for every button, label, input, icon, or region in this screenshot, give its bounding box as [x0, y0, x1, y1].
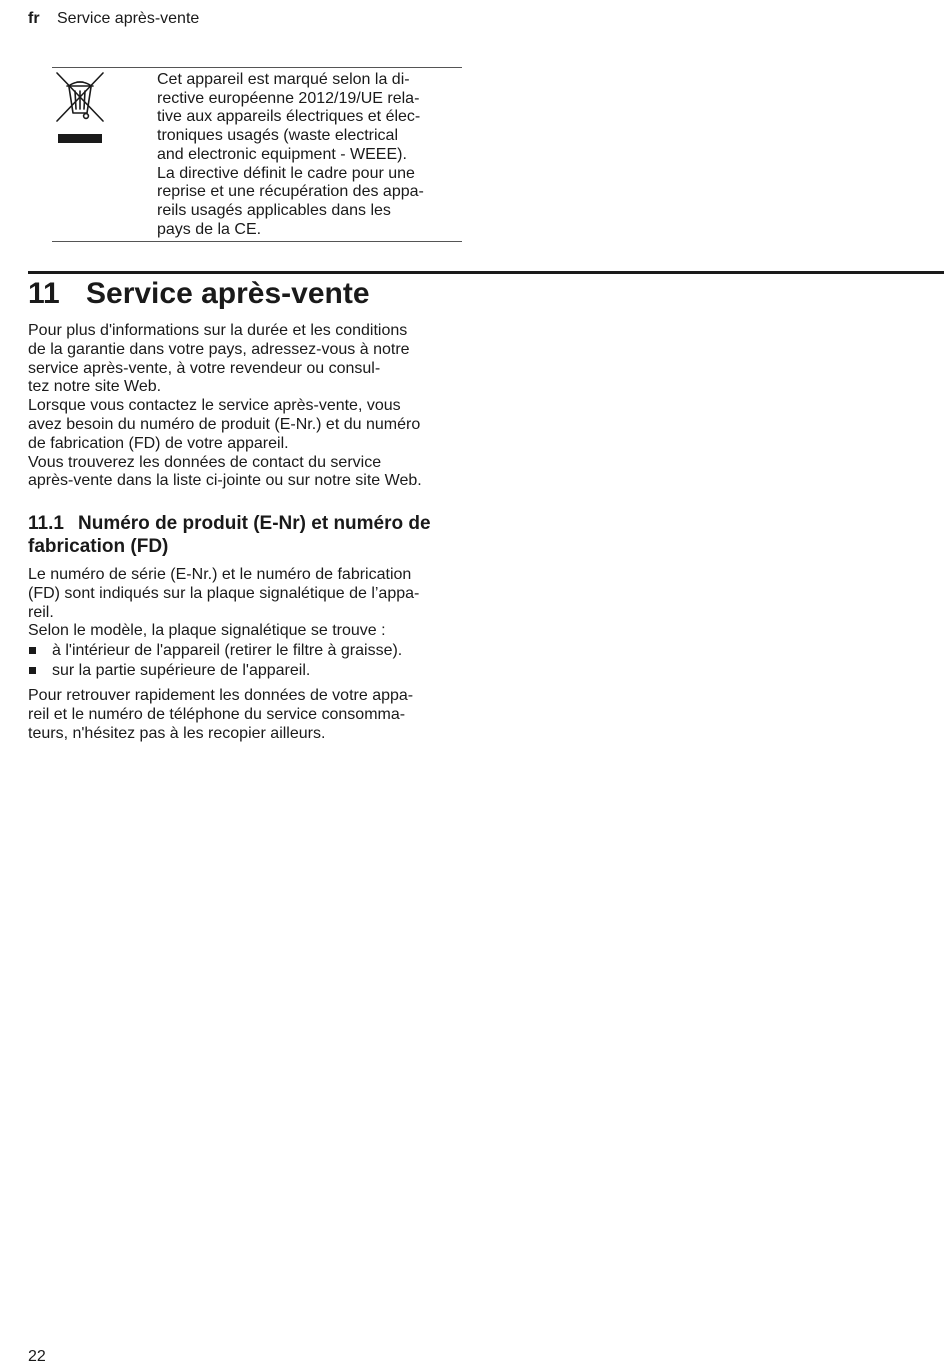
language-code: fr: [28, 10, 40, 27]
text-line: Lorsque vous contactez le service après-vente, vous: [28, 397, 401, 415]
section-closing: [28, 687, 468, 743]
text-line: Pour plus d'informations sur la durée et les conditions: [28, 322, 408, 339]
running-header: [28, 9, 199, 29]
text-line: and electronic equipment - WEEE).: [157, 145, 407, 163]
text-line: (FD) sont indiqués sur la plaque signalétique de l’appa-: [28, 584, 420, 602]
text-line: Cet appareil est marqué selon la di-: [157, 71, 410, 88]
list-item: [28, 641, 468, 661]
text-line: teurs, n'hésitez pas à les recopier ailleurs.: [28, 724, 326, 742]
chapter-title: Service après-vente: [86, 277, 370, 310]
text-line: de fabrication (FD) de votre appareil.: [28, 434, 289, 452]
section-intro: [28, 566, 468, 641]
chapter-rule: [28, 271, 944, 274]
text-line: de la garantie dans votre pays, adressez-vous à notre: [28, 340, 410, 358]
weee-notice-text: [157, 71, 457, 239]
section-title-line-1: Numéro de produit (E-Nr) et numéro de: [78, 513, 431, 534]
text-line: reil.: [28, 603, 54, 621]
text-line: La directive définit le cadre pour une: [157, 164, 415, 182]
section-title-line-2: fabrication (FD): [28, 535, 169, 557]
text-line: troniques usagés (waste electrical: [157, 127, 399, 145]
square-bullet-icon: [29, 647, 36, 654]
text-line: rective européenne 2012/19/UE rela-: [157, 89, 420, 107]
page-number: 22: [28, 1348, 46, 1365]
weee-notice: [52, 67, 462, 242]
list-item: [28, 661, 468, 681]
text-line: avez besoin du numéro de produit (E-Nr.) et du numéro: [28, 415, 421, 433]
text-line: Pour retrouver rapidement les données de votre appa-: [28, 687, 414, 704]
bullet-list: [28, 641, 468, 680]
text-line: reprise et une récupération des appa-: [157, 183, 424, 201]
chapter-body: [28, 322, 468, 491]
text-line: reils usagés applicables dans les: [157, 201, 391, 219]
text-line: tive aux appareils électriques et élec-: [157, 108, 421, 126]
chapter-number: 11: [28, 277, 60, 310]
square-bullet-icon: [29, 667, 36, 674]
text-line: service après-vente, à votre revendeur ou consul-: [28, 359, 381, 377]
text-line: pays de la CE.: [157, 220, 262, 238]
chapter-heading: [28, 276, 370, 312]
list-item-text: à l'intérieur de l'appareil (retirer le filtre à graisse).: [52, 642, 403, 659]
text-line: reil et le numéro de téléphone du service consomma-: [28, 705, 406, 723]
list-item-text: sur la partie supérieure de l'appareil.: [52, 661, 311, 679]
running-header-section: Service après-vente: [57, 10, 200, 27]
section-heading: [28, 513, 431, 558]
section-number: 11.1: [28, 513, 64, 534]
text-line: Selon le modèle, la plaque signalétique se trouve :: [28, 622, 386, 640]
text-line: tez notre site Web.: [28, 378, 162, 396]
text-line: après-vente dans la liste ci-jointe ou sur notre site Web.: [28, 472, 422, 490]
text-line: Vous trouverez les données de contact du service: [28, 453, 382, 471]
text-line: Le numéro de série (E-Nr.) et le numéro de fabrication: [28, 566, 412, 583]
crossed-out-wheelie-bin-icon: [55, 71, 105, 147]
